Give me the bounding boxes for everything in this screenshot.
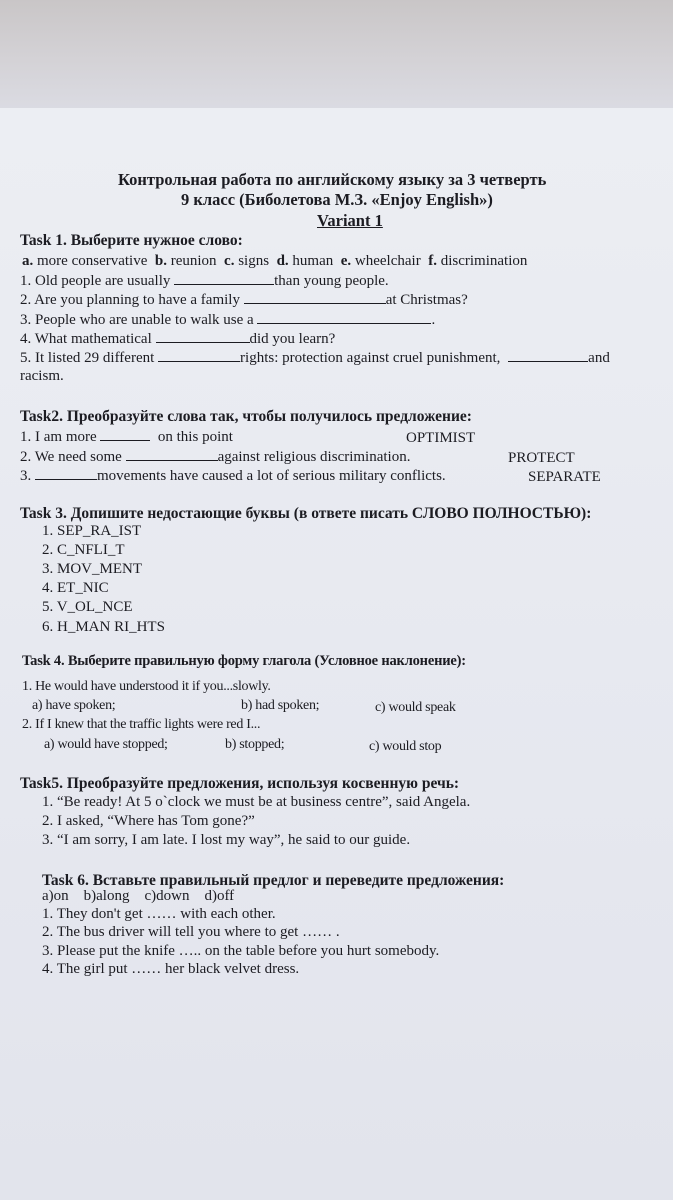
task3-heading: Task 3. Допишите недостающие буквы (в ответе писать СЛОВО ПОЛНОСТЬЮ): <box>20 505 592 522</box>
task3-item: 5. V_OL_NCE <box>42 599 133 615</box>
task4-q2-option-b: b) stopped; <box>225 737 285 752</box>
task1-question-1: 1. Old people are usually than young people. <box>20 273 389 289</box>
task6-item: 3. Please put the knife ….. on the table before you hurt somebody. <box>42 943 440 959</box>
title-line-2: 9 класс (Биболетова М.З. «Enjoy English») <box>181 190 493 209</box>
variant-title: Variant 1 <box>317 211 383 230</box>
task3-item: 1. SEP_RA_IST <box>42 523 142 539</box>
task5-item: 2. I asked, “Where has Tom gone?” <box>42 813 255 829</box>
task6-item: 2. The bus driver will tell you where to get …… . <box>42 924 340 940</box>
task4-q1-option-b: b) had spoken; <box>241 698 320 713</box>
task3-item: 6. H_MAN RI_HTS <box>42 619 165 635</box>
task5-item: 3. “I am sorry, I am late. I lost my way”, he said to our guide. <box>42 832 411 848</box>
task1-options: a. more conservative b. reunion c. signs d. human e. wheelchair f. discrimination <box>22 253 528 269</box>
task4-q2-option-c: c) would stop <box>369 739 442 754</box>
task4-q2-option-a: a) would have stopped; <box>44 737 168 752</box>
task4-question-1: 1. He would have understood it if you...slowly. <box>22 679 271 694</box>
task2-question-2: 2. We need some against religious discrimination. <box>20 449 411 465</box>
task3-item: 2. C_NFLI_T <box>42 542 125 558</box>
task5-item: 1. “Be ready! At 5 o`clock we must be at business centre”, said Angela. <box>42 794 471 810</box>
task2-word-1: OPTIMIST <box>406 430 476 446</box>
task4-heading: Task 4. Выберите правильную форму глагола (Условное наклонение): <box>22 653 466 669</box>
task2-word-2: PROTECT <box>508 450 575 466</box>
task3-item: 3. MOV_MENT <box>42 561 142 577</box>
task1-question-4: 4. What mathematical did you learn? <box>20 331 336 347</box>
task1-question-2: 2. Are you planning to have a family at Christmas? <box>20 292 468 308</box>
task2-word-3: SEPARATE <box>528 469 601 485</box>
task1-heading: Task 1. Выберите нужное слово: <box>20 232 243 249</box>
task3-item: 4. ET_NIC <box>42 580 109 596</box>
task1-question-5-cont: racism. <box>20 368 64 384</box>
task2-question-1: 1. I am more on this point <box>20 429 233 445</box>
task1-question-3: 3. People who are unable to walk use a . <box>20 312 436 328</box>
task6-item: 4. The girl put …… her black velvet dress. <box>42 961 300 977</box>
task6-heading: Task 6. Вставьте правильный предлог и переведите предложения: <box>42 872 505 889</box>
task4-question-2: 2. If I knew that the traffic lights were red I... <box>22 717 261 732</box>
task2-question-3: 3. movements have caused a lot of serious military conflicts. <box>20 468 446 484</box>
task6-options: a)on b)along c)down d)off <box>42 888 235 904</box>
task4-q1-option-a: a) have spoken; <box>32 698 116 713</box>
task5-heading: Task5. Преобразуйте предложения, используя косвенную речь: <box>20 775 460 792</box>
task1-question-5: 5. It listed 29 different rights: protection against cruel punishment, and <box>20 350 610 366</box>
task6-item: 1. They don't get …… with each other. <box>42 906 276 922</box>
task2-heading: Task2. Преобразуйте слова так, чтобы получилось предложение: <box>20 408 472 425</box>
task4-q1-option-c: c) would speak <box>375 700 456 715</box>
title-line-1: Контрольная работа по английскому языку за 3 четверть <box>118 170 547 189</box>
